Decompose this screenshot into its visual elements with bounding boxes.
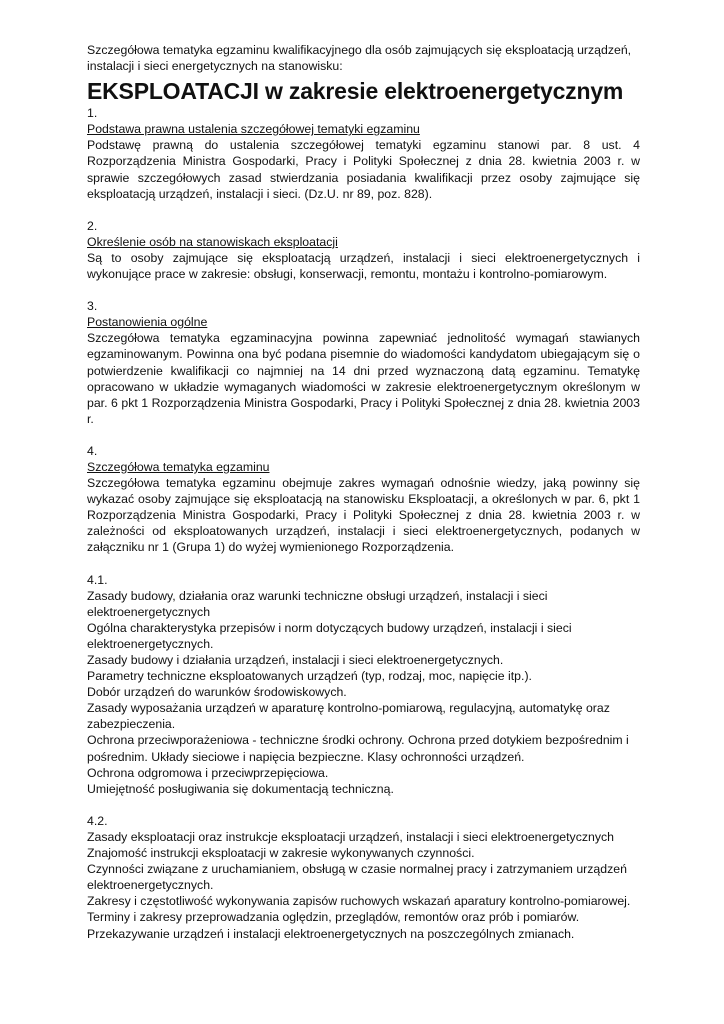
section-heading: Szczegółowa tematyka egzaminu	[87, 459, 270, 474]
section-number: 3.	[87, 299, 98, 314]
section-number: 4.2.	[87, 813, 108, 828]
section-heading: Określenie osób na stanowiskach eksploatacji	[87, 234, 338, 249]
section-number: 1.	[87, 106, 98, 121]
list-line: Zakresy i częstotliwość wykonywania zapisów ruchowych wskazań aparatury kontrolno-pomiarowej.	[87, 894, 631, 909]
list-line: Czynności związane z uruchamianiem, obsługą w czasie normalnej pracy i zatrzymaniem urządzeń elektroenergetycznych.	[87, 862, 627, 893]
section-body: Są to osoby zajmujące się eksploatacją urządzeń, instalacji i sieci elektroenergetycznych i wykonujące prace w zakresie: obsługi, konserwacji, remontu, montażu i kontrolno-pomiarowym.	[87, 250, 640, 282]
list-line: Ogólna charakterystyka przepisów i norm dotyczących budowy urządzeń, instalacji i sieci elektroenergetycznych.	[87, 620, 572, 651]
section-body: Szczegółowa tematyka egzaminu obejmuje zakres wymagań odnośnie wiedzy, jaką powinny się wykazać osoby zajmujące się eksploatacją na stanowisku Eksploatacji, a określonych w par. 6, pkt 1 Rozporządzenia Ministra Gospodarki, Pracy i Polityki Społecznej z dnia 28. kwietnia 2003 r. w zależności od eksploatowanych urządzeń, instalacji i sieci elektroenergetycznych, podanych w załączniku nr 1 (Grupa 1) do wyżej wymienionego Rozporządzenia.	[87, 476, 640, 555]
section-number: 4.1.	[87, 572, 108, 587]
document-title: EKSPLOATACJI w zakresie elektroenergetycznym	[87, 78, 624, 105]
section-1	[87, 105, 640, 202]
section-4-2	[87, 813, 640, 942]
section-3	[87, 298, 640, 427]
list-line: Przekazywanie urządzeń i instalacji elektroenergetycznych na poszczególnych zmianach.	[87, 926, 575, 941]
section-number: 2.	[87, 218, 98, 233]
list-line: Parametry techniczne eksploatowanych urządzeń (typ, rodzaj, moc, napięcie itp.).	[87, 669, 532, 684]
section-4	[87, 443, 640, 556]
list-line: Dobór urządzeń do warunków środowiskowych.	[87, 685, 347, 700]
intro-text: Szczegółowa tematyka egzaminu kwalifikacyjnego dla osób zajmujących się eksploatacją urządzeń, instalacji i sieci energetycznych na stanowisku:	[87, 43, 632, 74]
section-heading: Podstawa prawna ustalenia szczegółowej tematyki egzaminu	[87, 122, 420, 137]
list-line: Umiejętność posługiwania się dokumentacją techniczną.	[87, 781, 394, 796]
list-line: Zasady budowy, działania oraz warunki techniczne obsługi urządzeń, instalacji i sieci elektroenergetycznych	[87, 588, 548, 619]
list-line: Zasady wyposażania urządzeń w aparaturę kontrolno-pomiarową, regulacyjną, automatykę oraz zabezpieczenia.	[87, 701, 610, 732]
section-body: Szczegółowa tematyka egzaminacyjna powinna zapewniać jednolitość wymagań stawianych egzaminowanym. Powinna ona być podana pisemnie do wiadomości kandydatom ubiegającym się o potwierdzenie kwalifikacji co najmniej na 14 dni przed wyznaczoną datą egzaminu. Tematykę opracowano w układzie wymaganych wiadomości w zakresie elektroenergetycznym określonym w par. 6 pkt 1 Rozporządzenia Ministra Gospodarki, Pracy i Polityki Społecznej z dnia 28. kwietnia 2003 r.	[87, 331, 640, 426]
section-4-1	[87, 572, 640, 797]
section-2	[87, 218, 640, 282]
section-body: Podstawę prawną do ustalenia szczegółowej tematyki egzaminu stanowi par. 8 ust. 4 Rozporządzenia Ministra Gospodarki, Pracy i Polityki Społecznej z dnia 28. kwietnia 2003 r. w sprawie szczegółowych zasad stwierdzania posiadania kwalifikacji przez osoby zajmujące się eksploatacją urządzeń, instalacji i sieci. (Dz.U. nr 89, poz. 828).	[87, 138, 640, 201]
list-line: Ochrona przeciwporażeniowa - techniczne środki ochrony. Ochrona przed dotykiem bezpośrednim i pośrednim. Układy sieciowe i napięcia bezpieczne. Klasy ochronności urządzeń.	[87, 733, 629, 764]
list-line: Znajomość instrukcji eksploatacji w zakresie wykonywanych czynności.	[87, 846, 475, 861]
document-page	[87, 42, 640, 942]
list-line: Zasady budowy i działania urządzeń, instalacji i sieci elektroenergetycznych.	[87, 653, 504, 667]
list-line: Terminy i zakresy przeprowadzania oględzin, przeglądów, remontów oraz prób i pomiarów.	[87, 910, 580, 925]
list-line: Zasady eksploatacji oraz instrukcje eksploatacji urządzeń, instalacji i sieci elektroenergetycznych	[87, 829, 614, 844]
section-number: 4.	[87, 443, 98, 458]
list-line: Ochrona odgromowa i przeciwprzepięciowa.	[87, 765, 329, 780]
section-heading: Postanowienia ogólne	[87, 315, 208, 330]
